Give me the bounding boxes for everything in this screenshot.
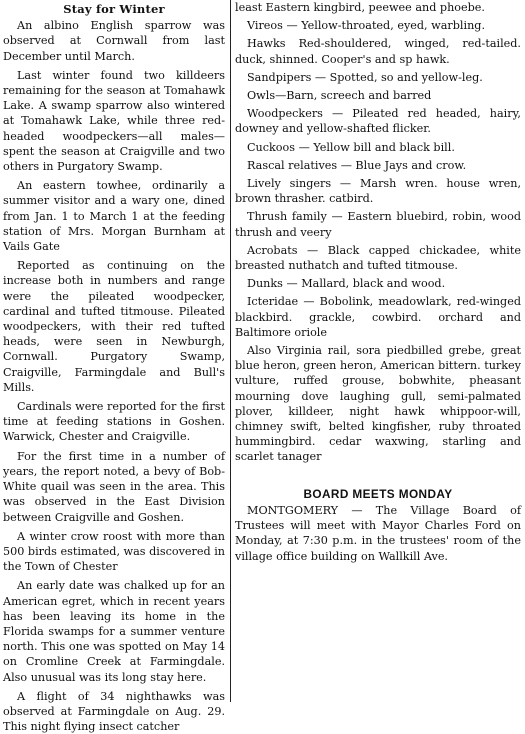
left-column: [0, 0, 229, 734]
bird-list-paragraph: least Eastern kingbird, peewee and phoebe.: [235, 1, 485, 14]
bird-list-paragraph: Rascal relatives — Blue Jays and crow.: [247, 158, 467, 172]
bird-list-paragraph: Hawks Red-shouldered, winged, red-tailed. duck, shinned. Cooper's and sp hawk.: [235, 37, 521, 66]
bird-list-paragraph: Woodpeckers — Pileated red headed, hairy, downey and yellow-shafted flicker.: [235, 107, 521, 136]
article-paragraph: Last winter found two killdeers remaining for the season at Tomahawk Lake. A swamp sparrow also wintered at Tomahawk Lake, while three red-headed woodpeckers—all males—spent the season at Craigville and two others in Purgatory Swamp.: [3, 68, 225, 174]
bird-list-paragraph: Acrobats — Black capped chickadee, white breasted nuthatch and tufted titmouse.: [235, 243, 521, 273]
article-paragraph: A winter crow roost with more than 500 birds estimated, was discovered in the Town of Chester: [3, 529, 225, 574]
stay-for-winter-heading: Stay for Winter: [63, 2, 165, 16]
right-column: [231, 0, 525, 702]
bird-list-paragraph: Sandpipers — Spotted, so and yellow-leg.: [247, 70, 483, 84]
bird-list-paragraph: Lively singers — Marsh wren. house wren, brown thrasher. catbird.: [235, 177, 521, 206]
board-meets-heading: BOARD MEETS MONDAY: [303, 486, 453, 501]
article-paragraph: An eastern towhee, ordinarily a summer visitor and a wary one, dined from Jan. 1 to March 1 at the feeding station of Mrs. Morgan Burnham at Vails Gate: [3, 179, 225, 254]
bird-list-paragraph: Cuckoos — Yellow bill and black bill.: [247, 140, 455, 154]
bird-list-paragraph: Owls—Barn, screech and barred: [247, 89, 432, 103]
bird-list-paragraph: Dunks — Mallard, black and wood.: [247, 277, 446, 291]
bird-list-paragraph: Also Virginia rail, sora piedbilled grebe, great blue heron, green heron, American bittern. turkey vulture, ruffed grouse, bobwhite, pheasant mourning dove laughing gull, semi-palmated plover, killdeer, night hawk whippoor-will, chimney swift, belted kingfisher, ruby throated hummingbird. cedar waxwing, starling and scarlet tanager: [235, 344, 521, 464]
article-paragraph: An albino English sparrow was observed at Cornwall from last December until March.: [3, 19, 225, 63]
board-meeting-paragraph: MONTGOMERY — The Village Board of Trustees will meet with Mayor Charles Ford on Monday, at 7:30 p.m. in the trustees' room of the village office building on Wallkill Ave.: [235, 503, 521, 563]
article-paragraph: Reported as continuing on the increase both in numbers and range were the pileated woodpecker, cardinal and tufted titmouse. Pileated woodpeckers, with their red tufted heads, were seen in Newburgh, Cornwall. Purgatory Swamp, Craigville, Farmingdale and Bull's Mills.: [3, 259, 225, 394]
article-paragraph: An early date was chalked up for an American egret, which in recent years has been leaving its home in the Florida swamps for a summer venture north. This one was spotted on May 14 on Cromline Creek at Farmingdale. Also unusual was its long stay here.: [3, 579, 225, 684]
article-paragraph: A flight of 34 nighthawks was observed at Farmingdale on Aug. 29. This night flying insect catcher: [3, 689, 225, 734]
bird-list-paragraph: Thrush family — Eastern bluebird, robin, wood thrush and veery: [235, 210, 521, 239]
bird-list-paragraph: Icteridae — Bobolink, meadowlark, red-winged blackbird. grackle, cowbird. orchard and Baltimore oriole: [235, 295, 521, 339]
bird-list-paragraph: Vireos — Yellow-throated, eyed, warbling.: [247, 19, 486, 33]
article-paragraph: Cardinals were reported for the first time at feeding stations in Goshen. Warwick, Chester and Craigville.: [3, 400, 225, 444]
article-paragraph: For the first time in a number of years, the report noted, a bevy of Bob-White quail was seen in the area. This was observed in the East Division between Craigville and Goshen.: [3, 449, 225, 524]
